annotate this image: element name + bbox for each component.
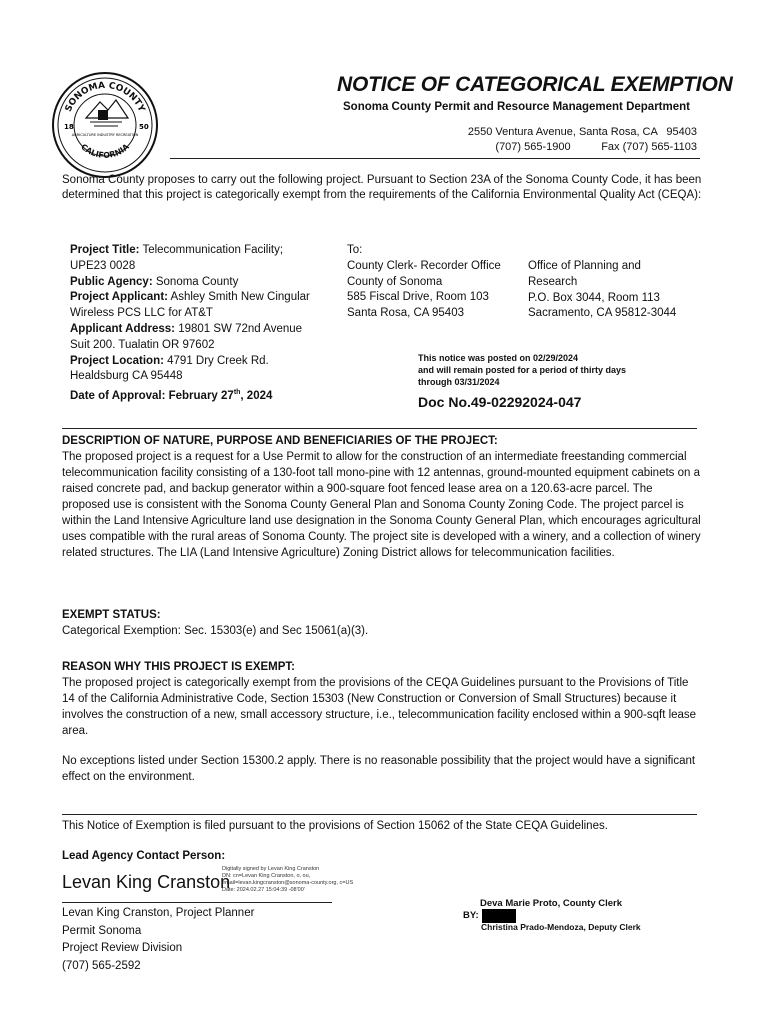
- reason-body: The proposed project is categorically exempt from the provisions of the CEQA Guidelines pursuant to the Provisions of Title 14 of the California Administrative Code, Section 15303 (New Construction or Conversion of Small Structures) because it involves the construction of a new, small accessory structure, i.e., telecommunication facility enclosed within a 900-sqft lease area.: [62, 677, 697, 737]
- public-agency-label: Public Agency:: [70, 275, 153, 288]
- contact-block: [62, 905, 254, 975]
- reason-heading: REASON WHY THIS PROJECT IS EXEMPT:: [62, 661, 296, 673]
- applicant-address-value: 19801 SW 72nd Avenue: [175, 322, 303, 335]
- filed-statement: This Notice of Exemption is filed pursuant to the provisions of Section 15062 of the State CEQA Guidelines.: [62, 820, 608, 832]
- opr-line-1: Office of Planning and: [528, 260, 641, 272]
- posting-line-1: This notice was posted on 02/29/2024: [418, 353, 579, 363]
- page-title: NOTICE OF CATEGORICAL EXEMPTION: [337, 73, 733, 96]
- applicant-value-2: Wireless PCS LLC for AT&T: [70, 307, 213, 320]
- contact-division: Project Review Division: [62, 942, 183, 954]
- reason-body-2: No exceptions listed under Section 15300.2 apply. There is no reasonable possibility that the project would have a significant effect on the environment.: [62, 755, 696, 783]
- description-heading: DESCRIPTION OF NATURE, PURPOSE AND BENEFICIARIES OF THE PROJECT:: [62, 435, 498, 447]
- contact-signature: Levan King Cranston: [62, 872, 231, 892]
- reason-section: [62, 659, 702, 785]
- to-opr-block: [528, 259, 708, 322]
- clerk-line-3: 585 Fiscal Drive, Room 103: [347, 291, 489, 304]
- project-title-value: Telecommunication Facility;: [139, 244, 284, 256]
- seal-bottom-text: CALIFORNIA: [79, 142, 131, 160]
- project-location-value: 4791 Dry Creek Rd.: [163, 354, 269, 367]
- project-info: [70, 243, 350, 405]
- svg-text:SONOMA COUNTY: [64, 81, 147, 114]
- seal-motto: AGRICULTURE INDUSTRY RECREATION: [71, 133, 139, 137]
- digital-signature-info: Digitally signed by Levan King Cranston DN: cn=Levan King Cranston, o, ou, email=levan.kingcranston@sonoma-county.org, c=US Date: 2024.02.27 15:04:39 -08'00': [222, 866, 354, 893]
- deputy-clerk: Christina Prado-Mendoza, Deputy Clerk: [481, 922, 641, 932]
- seal-year-right: 50: [139, 123, 149, 131]
- phone-line: (707) 565-1900 Fax (707) 565-1103: [495, 141, 697, 153]
- redacted-signature: [482, 909, 516, 923]
- public-agency-value: Sonoma County: [152, 275, 239, 288]
- applicant-address-label: Applicant Address:: [70, 322, 176, 335]
- project-title-label: Project Title:: [70, 244, 140, 256]
- exempt-section: [62, 607, 702, 639]
- to-clerk-block: [347, 243, 527, 322]
- posting-stamp: [418, 352, 626, 388]
- project-location-value-2: Healdsburg CA 95448: [70, 370, 183, 383]
- description-section: [62, 433, 702, 561]
- opr-line-2: Research: [528, 275, 578, 288]
- applicant-address-value-2: Suit 200. Tualatin OR 97602: [70, 338, 215, 351]
- posting-line-2: and will remain posted for a period of thirty days: [418, 365, 627, 375]
- county-seal-icon: [50, 70, 160, 180]
- county-clerk: Deva Marie Proto, County Clerk: [480, 898, 623, 909]
- department-address: [440, 125, 697, 155]
- exempt-body: Categorical Exemption: Sec. 15303(e) and Sec 15061(a)(3).: [62, 625, 369, 637]
- contact-label: Lead Agency Contact Person:: [62, 850, 226, 862]
- contact-phone: (707) 565-2592: [62, 959, 141, 972]
- address-line: 2550 Ventura Avenue, Santa Rosa, CA 95403: [467, 126, 697, 138]
- signature-line: [62, 902, 332, 903]
- clerk-line-2: County of Sonoma: [347, 275, 443, 288]
- header-divider: [170, 158, 700, 159]
- intro-paragraph: Sonoma County proposes to carry out the following project. Pursuant to Section 23A of the Sonoma County Code, it has been determined that this project is categorically exempt from the requirements of the California Environmental Quality Act (CEQA):: [62, 174, 702, 201]
- posting-line-3: through 03/31/2024: [418, 377, 500, 387]
- exempt-heading: EXEMPT STATUS:: [62, 609, 161, 621]
- department-name: Sonoma County Permit and Resource Management Department: [343, 101, 690, 113]
- to-label: To:: [347, 244, 363, 256]
- applicant-label: Project Applicant:: [70, 291, 168, 304]
- filed-divider: [62, 814, 697, 815]
- project-number: UPE23 0028: [70, 259, 136, 272]
- clerk-line-4: Santa Rosa, CA 95403: [347, 307, 464, 320]
- section-divider: [62, 428, 697, 429]
- description-body: The proposed project is a request for a Use Permit to allow for the construction of an intermediate freestanding commercial telecommunication facility consisting of a 130-foot tall mono-pine with 12 antennas, ground-mounted equipment cabinets on a raised concrete pad, and backup generator within a 900-square foot fenced lease area on a 120.63-acre parcel. The proposed use is consistent with the Sonoma County General Plan and Sonoma County Zoning Code. The project parcel is within the Land Intensive Agriculture land use designation in the Sonoma County General Plan, which encourages agricultural uses compatible with the rural areas of Sonoma County. The project site is developed with a winery, and a collection of winery related structures. The LIA (Land Intensive Agriculture) Zoning District allows for telecommunication facilities.: [62, 451, 701, 559]
- seal-year-left: 18: [64, 123, 74, 131]
- opr-line-3: P.O. Box 3044, Room 113: [528, 291, 660, 304]
- seal-top-text: SONOMA COUNTY: [63, 80, 147, 114]
- clerk-line-1: County Clerk- Recorder Office: [347, 259, 501, 272]
- opr-line-4: Sacramento, CA 95812-3044: [528, 307, 677, 320]
- contact-org: Permit Sonoma: [62, 924, 142, 937]
- date-of-approval: Date of Approval: February 27th, 2024: [70, 389, 273, 402]
- svg-text:CALIFORNIA: [79, 142, 131, 160]
- applicant-value: Ashley Smith New Cingular: [167, 291, 310, 304]
- by-label: BY:: [463, 910, 479, 921]
- contact-name-title: Levan King Cranston, Project Planner: [62, 907, 255, 919]
- project-location-label: Project Location:: [70, 354, 164, 367]
- doc-number: Doc No.49-02292024-047: [418, 394, 582, 410]
